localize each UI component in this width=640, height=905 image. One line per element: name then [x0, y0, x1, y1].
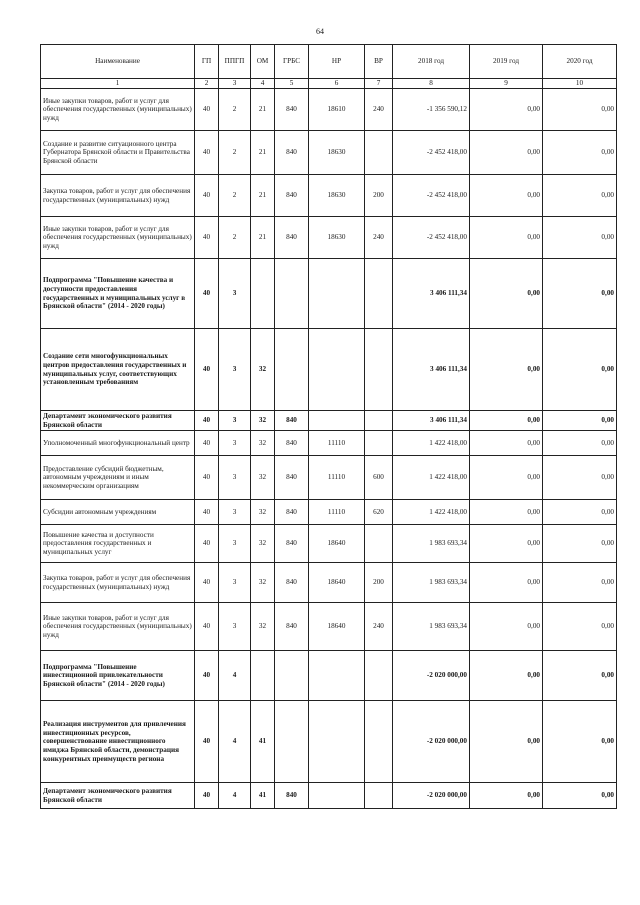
cell-om: 32 — [251, 603, 275, 651]
cell-2020: 0,00 — [543, 175, 617, 217]
cell-gp: 40 — [195, 525, 219, 563]
cell-om: 32 — [251, 563, 275, 603]
cell-grbs: 840 — [275, 783, 309, 809]
table-row — [41, 603, 617, 651]
column-number: 4 — [251, 79, 275, 89]
cell-2019: 0,00 — [470, 500, 543, 525]
cell-2018: -2 452 418,00 — [393, 217, 470, 259]
cell-name: Закупка товаров, работ и услуг для обеспечения государственных (муниципальных) нужд — [41, 175, 195, 217]
table-row — [41, 89, 617, 131]
cell-grbs: 840 — [275, 500, 309, 525]
table-row — [41, 329, 617, 411]
column-number: 1 — [41, 79, 195, 89]
cell-name: Реализация инструментов для привлечения инвестиционных ресурсов, совершенствование инвестиционного имиджа Брянской области, демонстрация конкурентных преимуществ региона — [41, 701, 195, 783]
cell-ppgp: 2 — [219, 217, 251, 259]
cell-2019: 0,00 — [470, 701, 543, 783]
header-row — [41, 45, 617, 79]
cell-2019: 0,00 — [470, 783, 543, 809]
cell-2018: 3 406 111,34 — [393, 411, 470, 431]
cell-grbs — [275, 259, 309, 329]
header-grbs: ГРБС — [275, 45, 309, 79]
column-number: 9 — [470, 79, 543, 89]
cell-ppgp: 3 — [219, 525, 251, 563]
cell-2018: 3 406 111,34 — [393, 329, 470, 411]
cell-ppgp: 3 — [219, 411, 251, 431]
cell-2020: 0,00 — [543, 701, 617, 783]
cell-vr — [365, 651, 393, 701]
cell-2019: 0,00 — [470, 525, 543, 563]
cell-2018: 1 983 693,34 — [393, 525, 470, 563]
cell-nr: 11110 — [309, 456, 365, 500]
header-gp: ГП — [195, 45, 219, 79]
cell-vr: 620 — [365, 500, 393, 525]
column-number: 10 — [543, 79, 617, 89]
column-number: 3 — [219, 79, 251, 89]
table-row — [41, 563, 617, 603]
header-vr: ВР — [365, 45, 393, 79]
cell-ppgp: 3 — [219, 563, 251, 603]
cell-2019: 0,00 — [470, 217, 543, 259]
cell-gp: 40 — [195, 783, 219, 809]
cell-ppgp: 4 — [219, 783, 251, 809]
cell-2018: 3 406 111,34 — [393, 259, 470, 329]
cell-2020: 0,00 — [543, 651, 617, 701]
cell-2020: 0,00 — [543, 500, 617, 525]
cell-nr — [309, 259, 365, 329]
cell-om: 32 — [251, 525, 275, 563]
cell-2020: 0,00 — [543, 563, 617, 603]
cell-nr: 11110 — [309, 431, 365, 456]
cell-nr: 11110 — [309, 500, 365, 525]
cell-ppgp: 3 — [219, 603, 251, 651]
table-row — [41, 217, 617, 259]
cell-gp: 40 — [195, 329, 219, 411]
cell-2020: 0,00 — [543, 525, 617, 563]
cell-grbs: 840 — [275, 456, 309, 500]
budget-table — [40, 44, 617, 809]
cell-nr — [309, 783, 365, 809]
cell-2018: 1 983 693,34 — [393, 603, 470, 651]
cell-ppgp: 3 — [219, 329, 251, 411]
cell-2018: 1 983 693,34 — [393, 563, 470, 603]
column-number: 7 — [365, 79, 393, 89]
cell-2019: 0,00 — [470, 329, 543, 411]
cell-2019: 0,00 — [470, 175, 543, 217]
table-row — [41, 500, 617, 525]
cell-gp: 40 — [195, 259, 219, 329]
cell-2020: 0,00 — [543, 329, 617, 411]
cell-grbs — [275, 329, 309, 411]
header-name: Наименование — [41, 45, 195, 79]
cell-2019: 0,00 — [470, 651, 543, 701]
cell-2019: 0,00 — [470, 456, 543, 500]
cell-2020: 0,00 — [543, 89, 617, 131]
cell-om: 21 — [251, 131, 275, 175]
cell-grbs: 840 — [275, 89, 309, 131]
cell-vr — [365, 783, 393, 809]
cell-2020: 0,00 — [543, 603, 617, 651]
cell-grbs — [275, 651, 309, 701]
column-number: 5 — [275, 79, 309, 89]
cell-ppgp: 2 — [219, 89, 251, 131]
cell-om: 32 — [251, 500, 275, 525]
header-2019: 2019 год — [470, 45, 543, 79]
cell-gp: 40 — [195, 89, 219, 131]
cell-grbs — [275, 701, 309, 783]
cell-2020: 0,00 — [543, 217, 617, 259]
cell-2019: 0,00 — [470, 89, 543, 131]
cell-om: 32 — [251, 456, 275, 500]
cell-2018: 1 422 418,00 — [393, 500, 470, 525]
cell-nr — [309, 411, 365, 431]
cell-name: Подпрограмма "Повышение качества и доступности предоставления государственных и муниципальных услуг в Брянской области" (2014 - 2020 годы) — [41, 259, 195, 329]
cell-nr: 18610 — [309, 89, 365, 131]
cell-2018: -1 356 590,12 — [393, 89, 470, 131]
cell-2020: 0,00 — [543, 456, 617, 500]
cell-2020: 0,00 — [543, 411, 617, 431]
cell-2019: 0,00 — [470, 431, 543, 456]
cell-ppgp: 4 — [219, 701, 251, 783]
cell-gp: 40 — [195, 701, 219, 783]
cell-vr — [365, 411, 393, 431]
table-row — [41, 411, 617, 431]
table-row — [41, 131, 617, 175]
cell-grbs: 840 — [275, 563, 309, 603]
cell-vr — [365, 431, 393, 456]
header-nr: НР — [309, 45, 365, 79]
cell-2018: -2 452 418,00 — [393, 175, 470, 217]
cell-nr: 18630 — [309, 217, 365, 259]
cell-vr: 200 — [365, 175, 393, 217]
page-number: 64 — [316, 27, 324, 36]
cell-name: Подпрограмма "Повышение инвестиционной привлекательности Брянской области" (2014 - 2020 годы) — [41, 651, 195, 701]
cell-om: 32 — [251, 411, 275, 431]
cell-2018: 1 422 418,00 — [393, 431, 470, 456]
cell-vr — [365, 259, 393, 329]
cell-vr: 600 — [365, 456, 393, 500]
cell-gp: 40 — [195, 651, 219, 701]
cell-2020: 0,00 — [543, 431, 617, 456]
cell-2020: 0,00 — [543, 783, 617, 809]
cell-gp: 40 — [195, 500, 219, 525]
cell-2019: 0,00 — [470, 131, 543, 175]
cell-vr — [365, 131, 393, 175]
cell-ppgp: 2 — [219, 175, 251, 217]
cell-name: Создание и развитие ситуационного центра Губернатора Брянской области и Правительства Брянской области — [41, 131, 195, 175]
cell-gp: 40 — [195, 563, 219, 603]
cell-name: Закупка товаров, работ и услуг для обеспечения государственных (муниципальных) нужд — [41, 563, 195, 603]
cell-name: Иные закупки товаров, работ и услуг для обеспечения государственных (муниципальных) нужд — [41, 603, 195, 651]
cell-name: Иные закупки товаров, работ и услуг для обеспечения государственных (муниципальных) нужд — [41, 89, 195, 131]
cell-gp: 40 — [195, 456, 219, 500]
cell-grbs: 840 — [275, 175, 309, 217]
cell-name: Департамент экономического развития Брянской области — [41, 783, 195, 809]
cell-grbs: 840 — [275, 131, 309, 175]
cell-vr: 240 — [365, 603, 393, 651]
cell-om: 41 — [251, 783, 275, 809]
cell-name: Департамент экономического развития Брянской области — [41, 411, 195, 431]
cell-gp: 40 — [195, 175, 219, 217]
header-ppgp: ППГП — [219, 45, 251, 79]
cell-2020: 0,00 — [543, 131, 617, 175]
cell-2018: -2 020 000,00 — [393, 701, 470, 783]
cell-gp: 40 — [195, 431, 219, 456]
cell-name: Иные закупки товаров, работ и услуг для обеспечения государственных (муниципальных) нужд — [41, 217, 195, 259]
cell-nr: 18640 — [309, 603, 365, 651]
cell-nr — [309, 329, 365, 411]
cell-nr: 18630 — [309, 131, 365, 175]
cell-ppgp: 3 — [219, 500, 251, 525]
cell-vr — [365, 701, 393, 783]
cell-nr: 18630 — [309, 175, 365, 217]
cell-vr — [365, 329, 393, 411]
table-row — [41, 701, 617, 783]
cell-ppgp: 3 — [219, 431, 251, 456]
cell-name: Предоставление субсидий бюджетным, автономным учреждениям и иным некоммерческим организациям — [41, 456, 195, 500]
cell-om: 32 — [251, 329, 275, 411]
cell-ppgp: 3 — [219, 456, 251, 500]
cell-grbs: 840 — [275, 431, 309, 456]
header-2018: 2018 год — [393, 45, 470, 79]
table-row — [41, 431, 617, 456]
cell-gp: 40 — [195, 131, 219, 175]
table-row — [41, 175, 617, 217]
cell-name: Субсидии автономным учреждениям — [41, 500, 195, 525]
cell-name: Уполномоченный многофункциональный центр — [41, 431, 195, 456]
cell-om — [251, 259, 275, 329]
table-row — [41, 783, 617, 809]
cell-grbs: 840 — [275, 603, 309, 651]
cell-2018: -2 020 000,00 — [393, 651, 470, 701]
cell-om: 21 — [251, 217, 275, 259]
cell-ppgp: 2 — [219, 131, 251, 175]
cell-om: 41 — [251, 701, 275, 783]
cell-gp: 40 — [195, 603, 219, 651]
cell-nr — [309, 701, 365, 783]
cell-grbs: 840 — [275, 411, 309, 431]
cell-gp: 40 — [195, 217, 219, 259]
cell-ppgp: 3 — [219, 259, 251, 329]
cell-gp: 40 — [195, 411, 219, 431]
cell-2019: 0,00 — [470, 563, 543, 603]
cell-2019: 0,00 — [470, 259, 543, 329]
cell-name: Повышение качества и доступности предоставления государственных и муниципальных услуг — [41, 525, 195, 563]
cell-2019: 0,00 — [470, 411, 543, 431]
cell-2018: -2 020 000,00 — [393, 783, 470, 809]
column-number: 8 — [393, 79, 470, 89]
cell-2018: -2 452 418,00 — [393, 131, 470, 175]
cell-nr — [309, 651, 365, 701]
column-number-row — [41, 79, 617, 89]
cell-2019: 0,00 — [470, 603, 543, 651]
cell-grbs: 840 — [275, 217, 309, 259]
cell-om: 32 — [251, 431, 275, 456]
cell-ppgp: 4 — [219, 651, 251, 701]
cell-grbs: 840 — [275, 525, 309, 563]
cell-vr: 240 — [365, 217, 393, 259]
cell-vr: 240 — [365, 89, 393, 131]
column-number: 6 — [309, 79, 365, 89]
cell-2018: 1 422 418,00 — [393, 456, 470, 500]
table-row — [41, 525, 617, 563]
table-row — [41, 259, 617, 329]
cell-vr: 200 — [365, 563, 393, 603]
cell-om: 21 — [251, 89, 275, 131]
table-row — [41, 651, 617, 701]
table-row — [41, 456, 617, 500]
cell-nr: 18640 — [309, 525, 365, 563]
header-om: ОМ — [251, 45, 275, 79]
cell-name: Создание сети многофункциональных центров предоставления государственных и муниципальных услуг, соответствующих установленным требованиям — [41, 329, 195, 411]
cell-om — [251, 651, 275, 701]
column-number: 2 — [195, 79, 219, 89]
cell-nr: 18640 — [309, 563, 365, 603]
cell-om: 21 — [251, 175, 275, 217]
cell-vr — [365, 525, 393, 563]
cell-2020: 0,00 — [543, 259, 617, 329]
header-2020: 2020 год — [543, 45, 617, 79]
